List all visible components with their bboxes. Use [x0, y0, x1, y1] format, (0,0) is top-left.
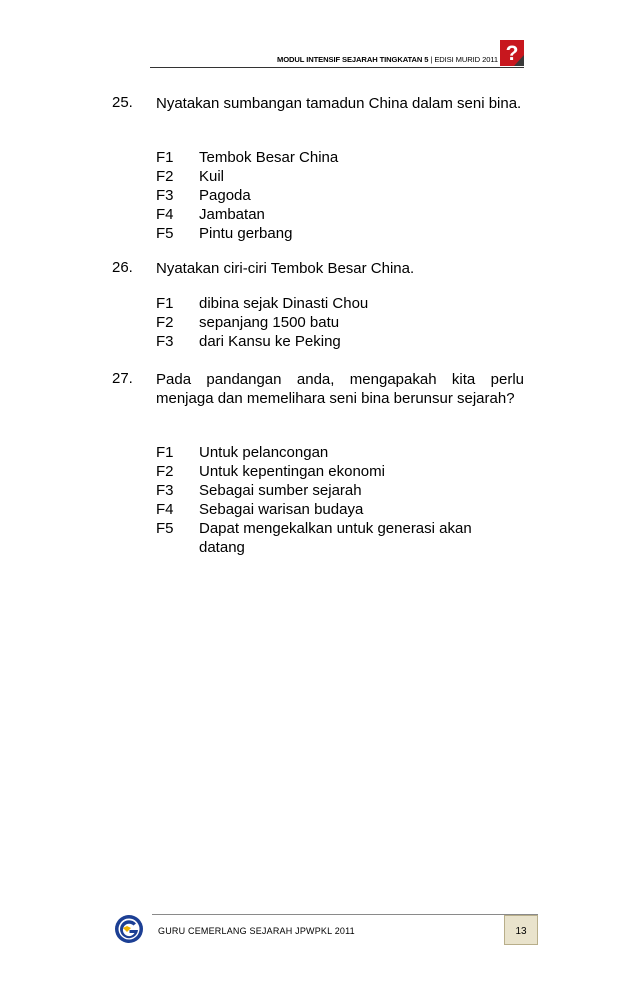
answer-text: Dapat mengekalkan untuk generasi akan datang: [199, 520, 472, 556]
question-number: 25.: [112, 94, 133, 111]
answer-text: Untuk pelancongan: [199, 444, 329, 461]
answer-code: F4: [156, 501, 174, 518]
answer-item: [156, 443, 524, 462]
answer-item: [156, 148, 524, 167]
answer-code: F3: [156, 333, 174, 350]
answer-text: Kuil: [199, 168, 225, 185]
answer-text: sepanjang 1500 batu: [199, 314, 340, 331]
header-separator: |: [428, 55, 435, 64]
answer-text: Pagoda: [199, 187, 251, 204]
answer-code: F1: [156, 295, 174, 312]
answer-item: [156, 462, 524, 481]
answer-list: [156, 443, 524, 557]
page-number: 13: [515, 926, 527, 937]
question-number: 27.: [112, 370, 133, 387]
answer-code: F5: [156, 225, 174, 242]
header-divider: [150, 67, 524, 68]
header-title-bold: MODUL INTENSIF SEJARAH TINGKATAN 5: [276, 55, 429, 64]
answer-code: F1: [156, 444, 174, 461]
answer-text: Jambatan: [199, 206, 265, 223]
answer-text: dibina sejak Dinasti Chou: [199, 295, 369, 312]
answer-text: Pintu gerbang: [199, 225, 293, 242]
answer-item: [156, 205, 524, 224]
question-text: Pada pandangan anda, mengapakah kita perlu menjaga dan memelihara seni bina berunsur sejarah?: [156, 371, 524, 407]
footer-text: GURU CEMERLANG SEJARAH JPWPKL 2011: [158, 926, 355, 936]
answer-code: F2: [156, 168, 174, 185]
answer-text: Untuk kepentingan ekonomi: [199, 463, 385, 480]
answer-text: Sebagai sumber sejarah: [199, 482, 362, 499]
answer-item: [156, 313, 524, 332]
answer-code: F2: [156, 314, 174, 331]
header-title-rest: EDISI MURID 2011: [434, 55, 498, 64]
answer-item: [156, 519, 524, 557]
page-footer: [152, 914, 538, 944]
header-title: [277, 55, 498, 64]
question-mark-icon: [500, 40, 524, 66]
answer-code: F3: [156, 482, 174, 499]
answer-item: [156, 186, 524, 205]
question-number: 26.: [112, 259, 133, 276]
page-header: [150, 40, 524, 70]
answer-list: [156, 148, 524, 243]
answer-item: [156, 294, 524, 313]
answer-code: F5: [156, 520, 174, 537]
answer-list: [156, 294, 524, 351]
answer-code: F1: [156, 149, 174, 166]
answer-text: dari Kansu ke Peking: [199, 333, 341, 350]
answer-text: Tembok Besar China: [199, 149, 339, 166]
answer-item: [156, 481, 524, 500]
question-mark-glyph: ?: [505, 42, 519, 65]
g-emblem-icon: [114, 914, 144, 944]
answer-item: [156, 332, 524, 351]
answer-text: Sebagai warisan budaya: [199, 501, 364, 518]
question-text: Nyatakan sumbangan tamadun China dalam seni bina.: [156, 95, 522, 112]
answer-code: F2: [156, 463, 174, 480]
answer-code: F4: [156, 206, 174, 223]
answer-item: [156, 224, 524, 243]
answer-item: [156, 500, 524, 519]
answer-item: [156, 167, 524, 186]
page-number-box: [504, 915, 538, 945]
question-text: Nyatakan ciri-ciri Tembok Besar China.: [156, 260, 415, 277]
answer-code: F3: [156, 187, 174, 204]
